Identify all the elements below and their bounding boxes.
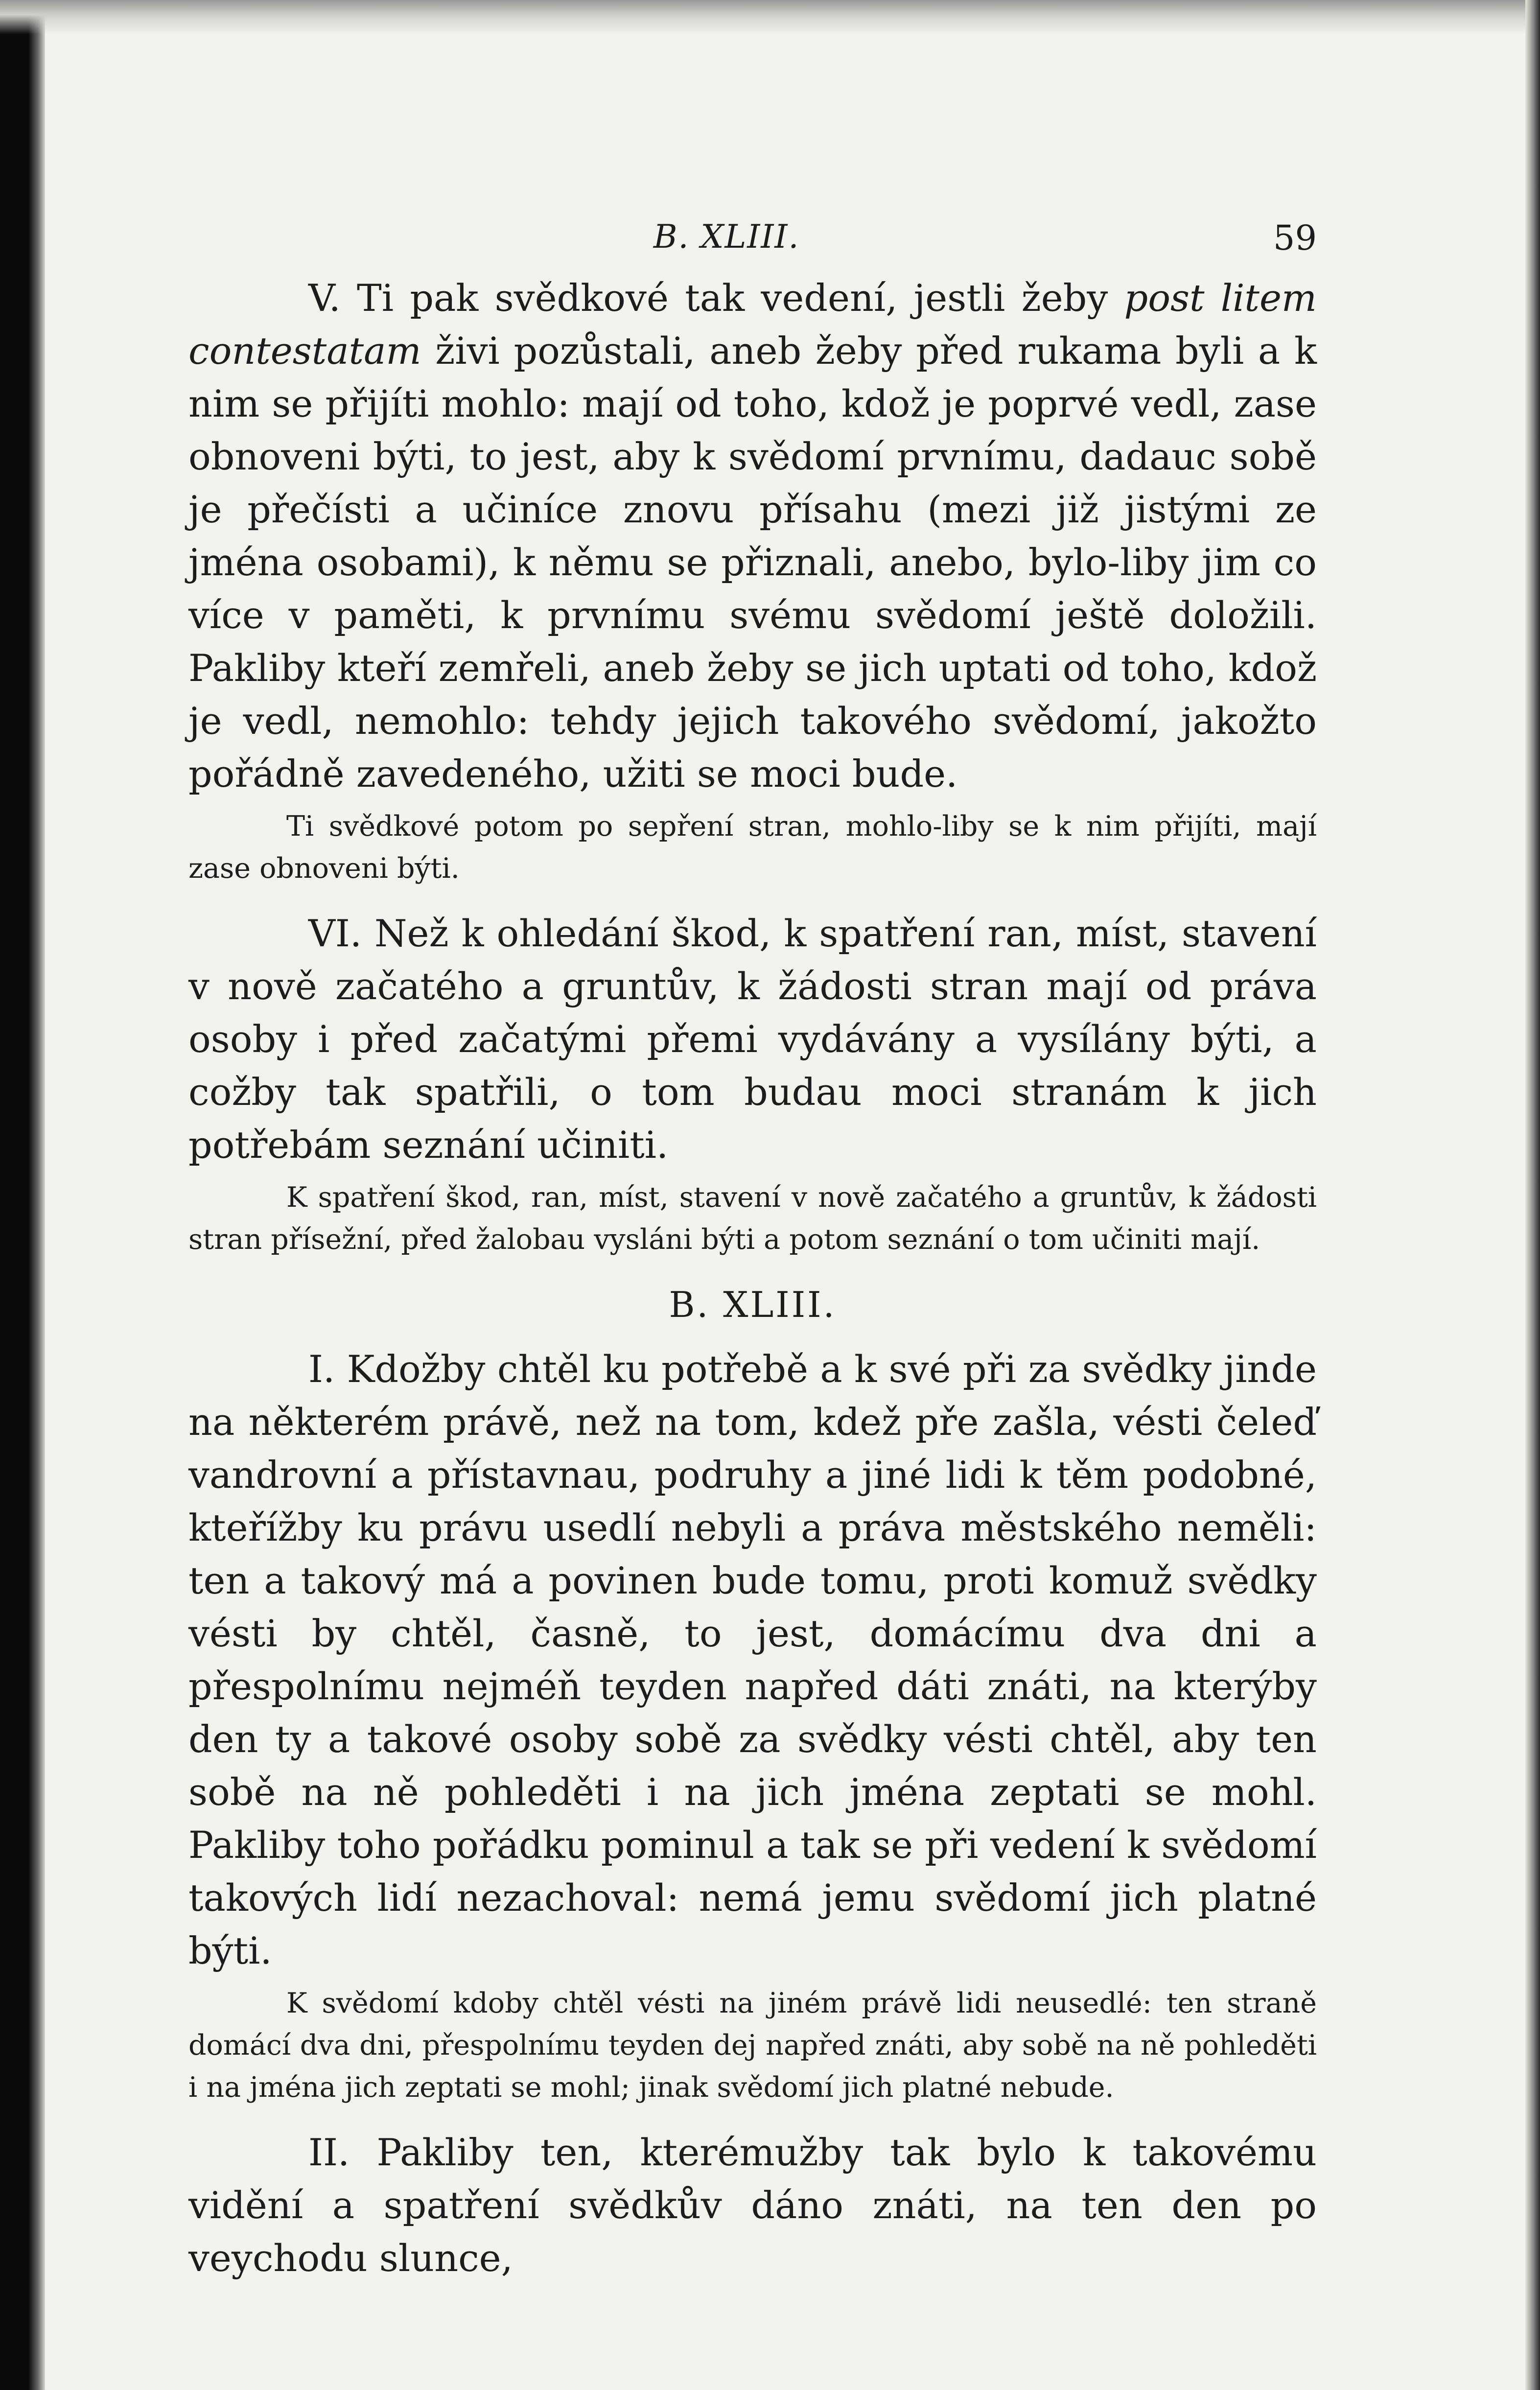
paragraph-i: I. Kdožby chtěl ku potřebě a k své při za svědky jinde na některém právě, než na tom, kdež pře zašla, vésti čeleď vandrovní a přístavnau, podruhy a jiné lidi k těm podobné, kteřížby ku právu usedlí nebyli a práva městského neměli: ten a takový má a povinen bude tomu, proti komuž svědky vésti by chtěl, časně, to jest, domácímu dva dni a přespolnímu nejméň teyden napřed dáti znáti, na kterýby den ty a takové osoby sobě za svědky vésti chtěl, aby ten sobě na ně pohleděti i na jich jména zeptati se mohl. Pakliby toho pořádku pominul a tak se při vedení k svědomí takových lidí nezachoval: nemá jemu svědomí jich platné býti. — [188, 1347, 1317, 1972]
summary-v: Ti svědkové potom po sepření stran, mohlo-liby se k nim přijíti, mají zase obnoveni býti. — [188, 810, 1317, 885]
running-head: B. XLIII. — [653, 218, 800, 256]
paragraph-v-rest: živi pozůstali, aneb žeby před rukama byli a k nim se přijíti mohlo: mají od toho, kdož je poprvé vedl, zase obnoveni býti, to jest, aby k svědomí prvnímu, dadauc sobě je přečísti a učiníce znovu přísahu (mezi již jistými ze jména osobami), k němu se přiznali, anebo, bylo-liby jim co více v paměti, k prvnímu svému svědomí ještě doložili. Pakliby kteří zemřeli, aneb žeby se jich uptati od toho, kdož je vedl, nemohlo: tehdy jejich takového svědomí, jakožto pořádně zavedeného, užiti se moci bude. — [188, 329, 1317, 796]
summary-i: K svědomí kdoby chtěl vésti na jiném právě lidi neusedlé: ten straně domácí dva dni, přespolnímu teyden dej napřed znáti, aby sobě na ně pohleděti i na jména jich zeptati se mohl; jinak svědomí jich platné nebude. — [188, 1987, 1317, 2104]
paragraph-v — [188, 272, 1317, 800]
scan-border-top — [0, 0, 1540, 34]
page-number: 59 — [1273, 218, 1317, 258]
paragraph-v-lead: V. Ti pak svědkové tak vedení, jestli žeby — [308, 276, 1124, 320]
page-header — [188, 218, 1317, 272]
book-page — [188, 218, 1317, 2285]
paragraph-v-latin-phrase: post litem contestatam — [188, 276, 1317, 373]
paragraph-vi: VI. Než k ohledání škod, k spatření ran, míst, stavení v nově začatého a gruntův, k žádosti stran mají od práva osoby i před začatými přemi vydávány a vysílány býti, a cožby tak spatřili, o tom budau moci stranám k jich potřebám seznání učiniti. — [188, 912, 1317, 1167]
paragraph-ii: II. Pakliby ten, kterémužby tak bylo k takovému vidění a spatření svědkův dáno znáti, na ten den po veychodu slunce, — [188, 2131, 1317, 2280]
scan-border-left — [0, 0, 45, 2390]
section-heading: B. XLIII. — [669, 1284, 837, 1325]
scan-border-right — [1525, 0, 1540, 2390]
summary-vi: K spatření škod, ran, míst, stavení v nově začatého a gruntův, k žádosti stran přísežní, před žalobau vysláni býti a potom seznání o tom učiniti mají. — [188, 1181, 1317, 1256]
